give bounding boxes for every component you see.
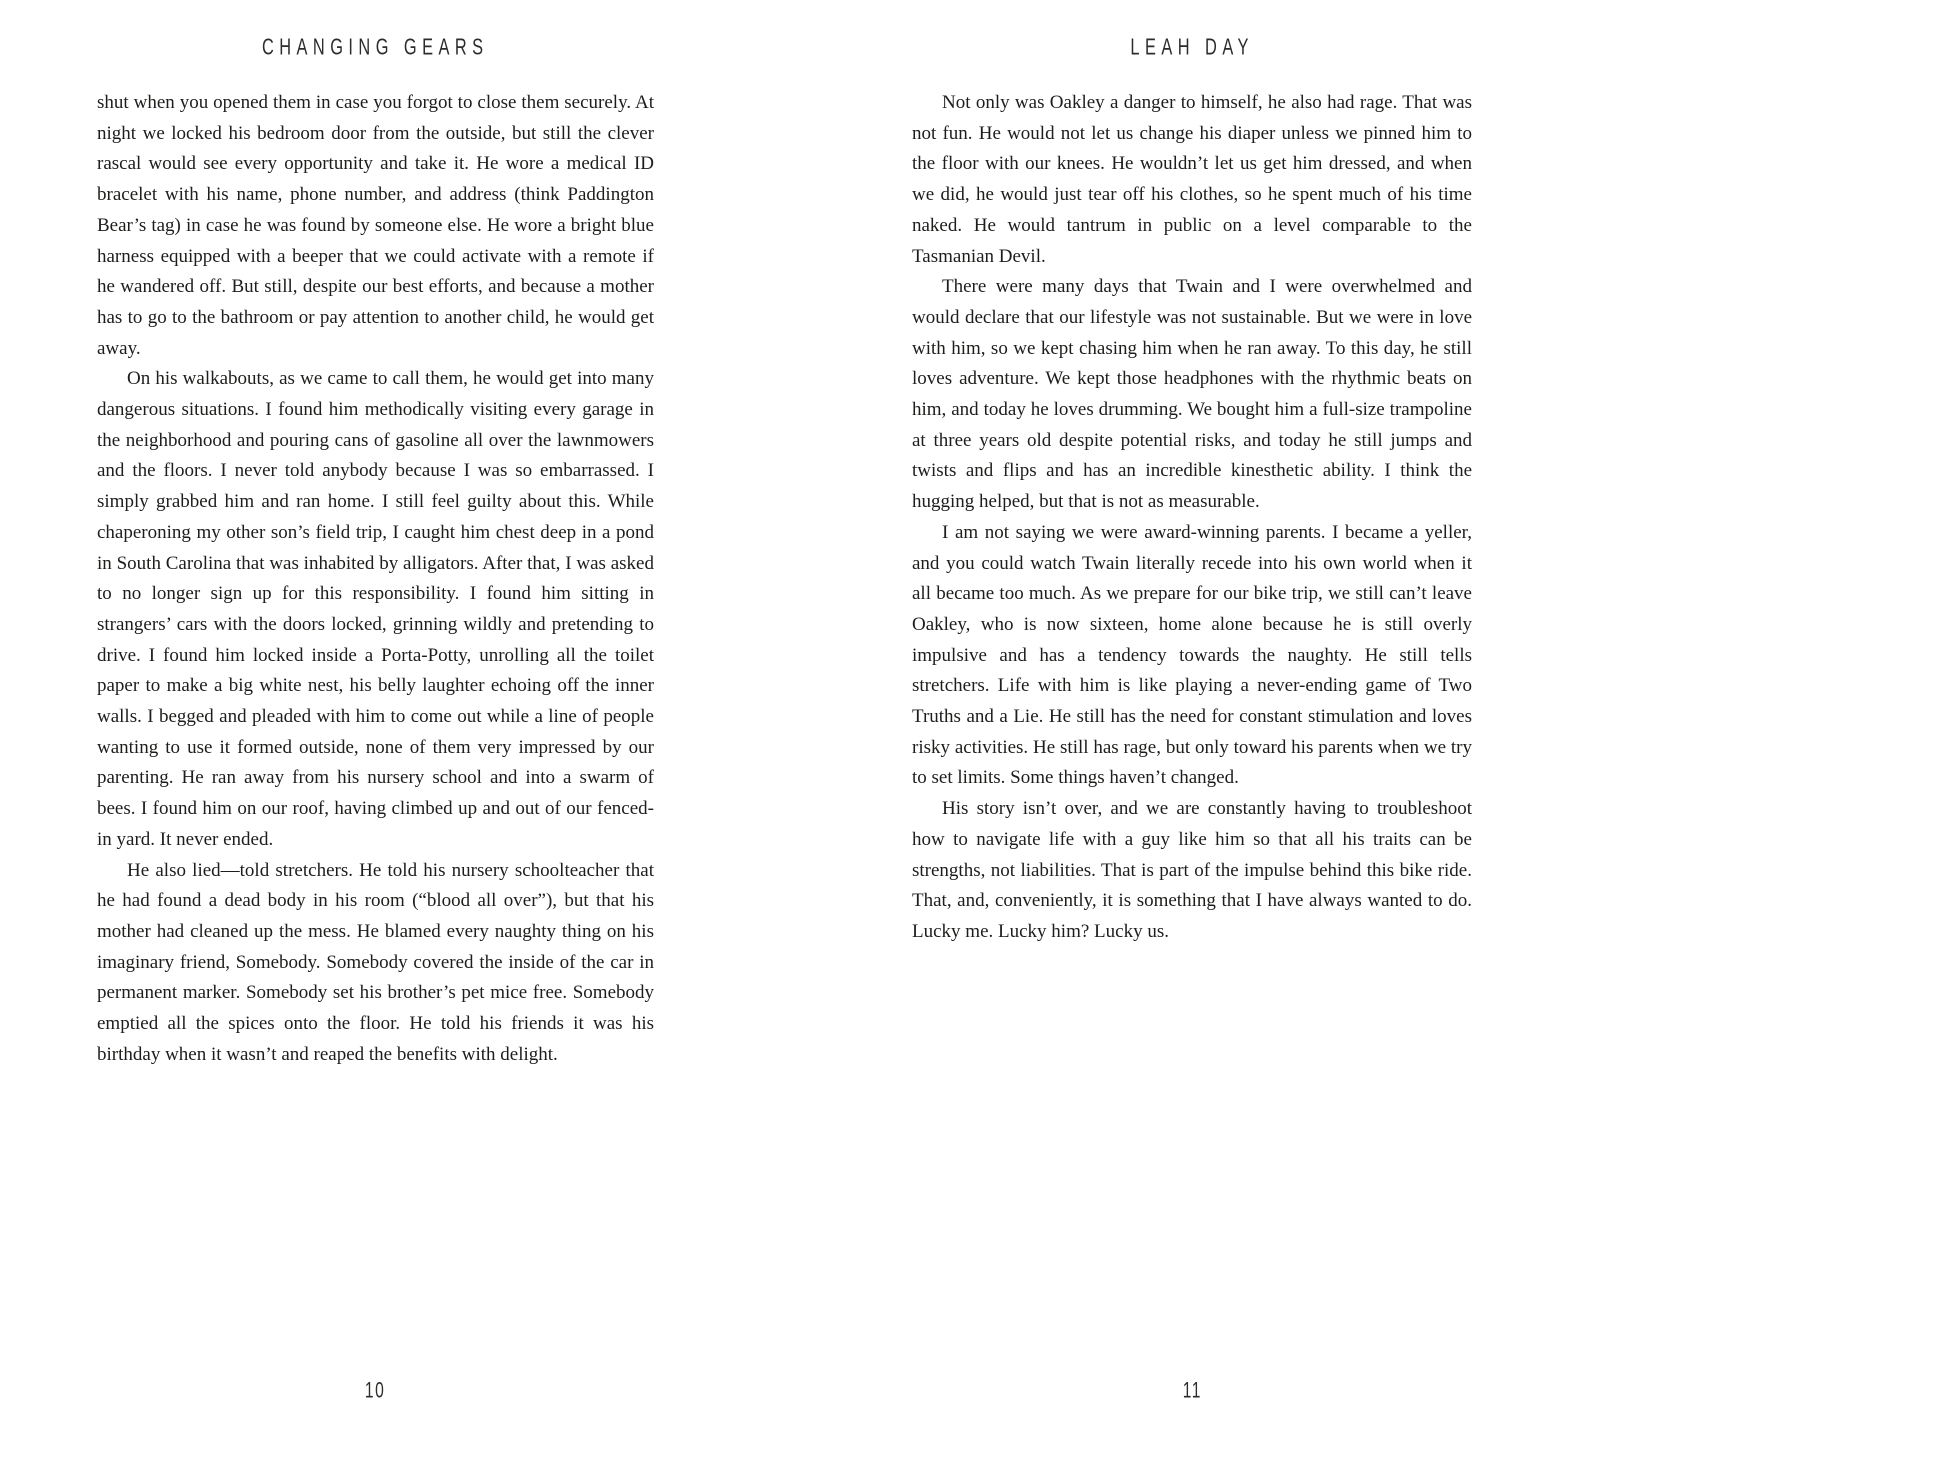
running-head-right-title: LEAH DAY (1130, 34, 1254, 61)
running-head-right (912, 36, 1472, 62)
paragraph: His story isn’t over, and we are constantly having to troubleshoot how to navigate life with a guy like him so that all his traits can be strengths, not liabilities. That is part of the impulse behind this bike ride. That, and, conveniently, it is something that I have always wanted to do. Lucky me. Lucky him? Lucky us. (912, 798, 1472, 942)
running-head-left-title: CHANGING GEARS (262, 34, 489, 61)
right-page-folio (912, 1380, 1472, 1403)
left-page (97, 0, 654, 1460)
paragraph: There were many days that Twain and I were overwhelmed and would declare that our lifestyle was not sustainable. But we were in love with him, so we kept chasing him when he ran away. To this day, he still loves adventure. We kept those headphones with the rhythmic beats on him, and today he loves drumming. We bought him a full-size trampoline at three years old despite potential risks, and today he still jumps and twists and flips and has an incredible kinesthetic ability. I think the hugging helped, but that is not as measurable. (912, 276, 1472, 513)
running-head-left (97, 36, 654, 62)
paragraph: On his walkabouts, as we came to call them, he would get into many dangerous situations. I found him methodically visiting every garage in the neighborhood and pouring cans of gasoline all over the lawnmowers and the floors. I never told anybody because I was so embarrassed. I simply grabbed him and ran home. I still feel guilty about this. While chaperoning my other son’s field trip, I caught him chest deep in a pond in South Carolina that was inhabited by alligators. After that, I was asked to no longer sign up for this responsibility. I found him sitting in strangers’ cars with the doors locked, grinning wildly and pretending to drive. I found him locked inside a Porta-Potty, unrolling all the toilet paper to make a big white nest, his belly laughter echoing off the inner walls. I begged and pleaded with him to come out while a line of people wanting to use it formed outside, none of them very impressed by our parenting. He ran away from his nursery school and into a swarm of bees. I found him on our roof, having climbed up and out of our fenced-in yard. It never ended. (97, 368, 654, 850)
right-page-body-text (912, 88, 1472, 948)
right-page (912, 0, 1472, 1460)
paragraph: Not only was Oakley a danger to himself, he also had rage. That was not fun. He would not let us change his diaper unless we pinned him to the floor with our knees. He wouldn’t let us get him dressed, and when we did, he would just tear off his clothes, so he spent much of his time naked. He would tantrum in public on a level comparable to the Tasmanian Devil. (912, 92, 1472, 267)
paragraph: shut when you opened them in case you forgot to close them securely. At night we locked his bedroom door from the outside, but still the clever rascal would see every opportunity and take it. He wore a medical ID bracelet with his name, phone number, and address (think Paddington Bear’s tag) in case he was found by someone else. He wore a bright blue harness equipped with a beeper that we could activate with a remote if he wandered off. But still, despite our best efforts, and because a mother has to go to the bathroom or pay attention to another child, he would get away. (97, 92, 654, 359)
paragraph: I am not saying we were award-winning parents. I became a yeller, and you could watch Twain literally recede into his own world when it all became too much. As we prepare for our bike trip, we still can’t leave Oakley, who is now sixteen, home alone because he is still overly impulsive and has a tendency towards the naughty. He still tells stretchers. Life with him is like playing a never-ending game of Two Truths and a Lie. He still has the need for constant stimulation and loves risky activities. He still has rage, but only toward his parents when we try to set limits. Some things haven’t changed. (912, 521, 1472, 789)
right-page-number: 11 (1182, 1378, 1202, 1404)
left-page-body-text (97, 88, 654, 1071)
left-page-folio (97, 1380, 654, 1403)
left-page-number: 10 (365, 1378, 386, 1404)
paragraph: He also lied—told stretchers. He told his nursery schoolteacher that he had found a dead body in his room (“blood all over”), but that his mother had cleaned up the mess. He blamed every naughty thing on his imaginary friend, Somebody. Somebody covered the inside of the car in permanent marker. Somebody set his brother’s pet mice free. Somebody emptied all the spices onto the floor. He told his friends it was his birthday when it wasn’t and reaped the benefits with delight. (97, 859, 654, 1065)
